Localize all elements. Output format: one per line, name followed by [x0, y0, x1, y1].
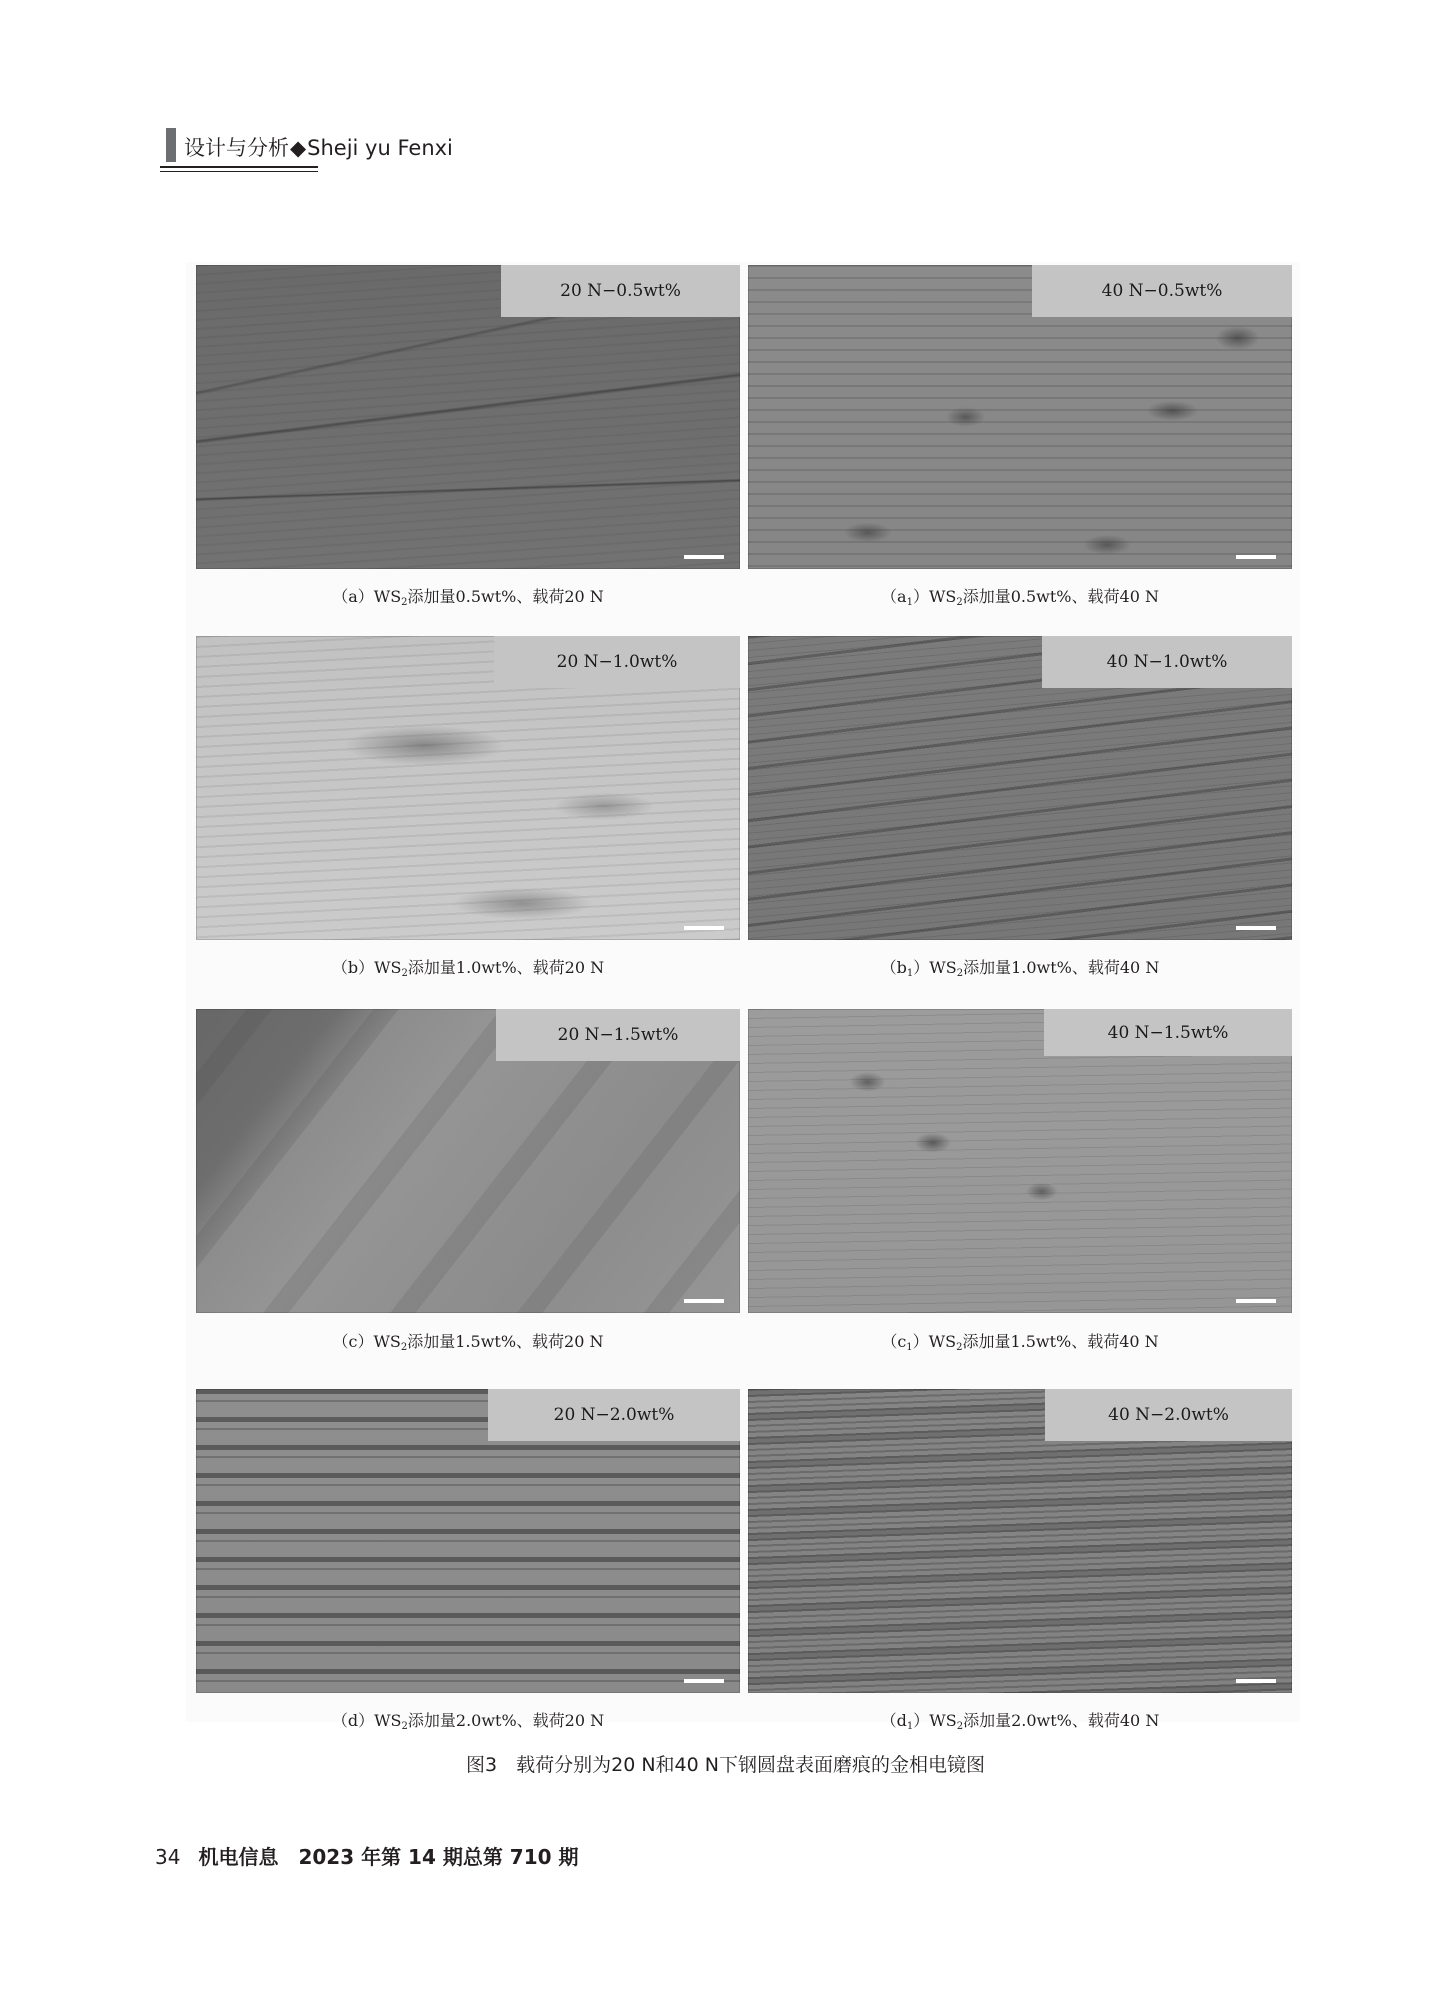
page-footer [155, 1841, 579, 1870]
panel-caption-a1: $(a_1)WS_2$添加量0.5wt%、载荷40 N [881, 587, 1159, 608]
scale-bar [684, 555, 724, 559]
panel-label: 20 N−1.5wt% [496, 1009, 740, 1061]
panel-label: 20 N−1.0wt% [494, 636, 740, 688]
header-marker-bar [166, 128, 176, 162]
diamond-icon: ◆ [290, 136, 307, 160]
panel-caption-a: $(a)WS_2$添加量0.5wt%、载荷20 N [332, 587, 604, 608]
journal-info: 机电信息 2023 年第 14 期总第 710 期 [198, 1845, 579, 1869]
header-title [184, 132, 453, 162]
panel-label: 20 N−2.0wt% [488, 1389, 740, 1441]
micrograph-d [196, 1389, 740, 1693]
scale-bar [1236, 555, 1276, 559]
section-name-cn: 设计与分析 [184, 136, 289, 160]
panel-label: 40 N−1.5wt% [1044, 1009, 1292, 1056]
figure-title: 图3 载荷分别为20 N和40 N下钢圆盘表面磨痕的金相电镜图 [466, 1754, 985, 1776]
panel-label: 40 N−1.0wt% [1042, 636, 1292, 688]
scale-bar [1236, 926, 1276, 930]
header-rule [160, 171, 318, 172]
micrograph-c [196, 1009, 740, 1313]
panel-caption-d: $(d)WS_2$添加量2.0wt%、载荷20 N [331, 1711, 605, 1732]
header-rule [160, 166, 318, 168]
micrograph-b [196, 636, 740, 940]
scale-bar [684, 1299, 724, 1303]
panel-caption-c: $(c)WS_2$添加量1.5wt%、载荷20 N [332, 1332, 604, 1353]
panel-label: 20 N−0.5wt% [501, 265, 740, 317]
panel-label: 40 N−0.5wt% [1032, 265, 1292, 317]
panel-label: 40 N−2.0wt% [1045, 1389, 1292, 1441]
panel-caption-d1: $(d_1)WS_2$添加量2.0wt%、载荷40 N [880, 1711, 1160, 1732]
micrograph-a [196, 265, 740, 569]
scale-bar [1236, 1299, 1276, 1303]
scale-bar [684, 926, 724, 930]
micrograph-d1 [748, 1389, 1292, 1693]
micrograph-c1 [748, 1009, 1292, 1313]
scale-bar [1236, 1679, 1276, 1683]
micrograph-a1 [748, 265, 1292, 569]
panel-caption-c1: $(c_1)WS_2$添加量1.5wt%、载荷40 N [881, 1332, 1159, 1353]
panel-caption-b1: $(b_1)WS_2$添加量1.0wt%、载荷40 N [880, 958, 1160, 979]
page-number: 34 [155, 1845, 181, 1869]
micrograph-b1 [748, 636, 1292, 940]
section-name-pinyin: Sheji yu Fenxi [307, 136, 453, 160]
scale-bar [684, 1679, 724, 1683]
panel-caption-b: $(b)WS_2$添加量1.0wt%、载荷20 N [331, 958, 605, 979]
